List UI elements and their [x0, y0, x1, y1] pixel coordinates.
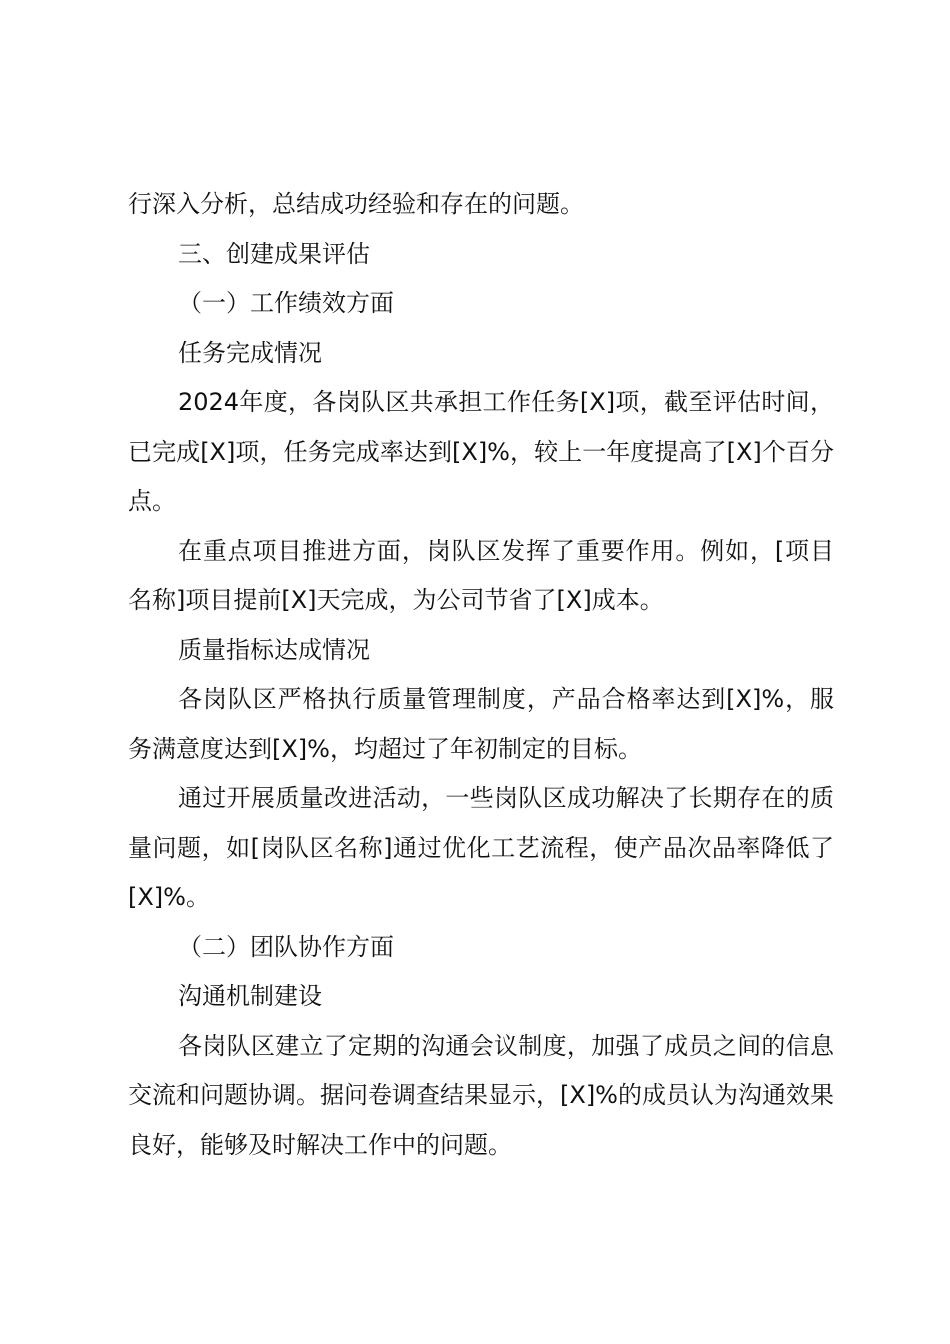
section-heading-3: 三、创建成果评估: [178, 239, 370, 268]
paragraph-task-completion: 2024年度，各岗队区共承担工作任务[X]项，截至评估时间，已完成[X]项，任务完成率达到[X]%，较上一年度提高了[X]个百分点。: [128, 388, 834, 515]
paragraph-quality-metrics: 各岗队区严格执行质量管理制度，产品合格率达到[X]%，服务满意度达到[X]%，均超过了年初制定的目标。: [128, 685, 834, 763]
paragraph-quality-improvement: 通过开展质量改进活动，一些岗队区成功解决了长期存在的质量问题，如[岗队区名称]通过优化工艺流程，使产品次品率降低了[X]%。: [128, 784, 834, 911]
topic-heading-task-completion: 任务完成情况: [178, 338, 322, 367]
paragraph-key-projects: 在重点项目推进方面，岗队区发挥了重要作用。例如，[项目名称]项目提前[X]天完成，为公司节省了[X]成本。: [128, 536, 834, 614]
paragraph-continuation: 行深入分析，总结成功经验和存在的问题。: [128, 190, 584, 218]
topic-heading-quality: 质量指标达成情况: [178, 635, 370, 664]
subsection-heading-1: （一）工作绩效方面: [178, 289, 394, 317]
subsection-heading-2: （二）团队协作方面: [178, 932, 394, 961]
document-page: [128, 180, 834, 1170]
topic-heading-communication: 沟通机制建设: [178, 982, 322, 1010]
paragraph-communication: 各岗队区建立了定期的沟通会议制度，加强了成员之间的信息交流和问题协调。据问卷调查结果显示，[X]%的成员认为沟通效果良好，能够及时解决工作中的问题。: [128, 1031, 834, 1159]
